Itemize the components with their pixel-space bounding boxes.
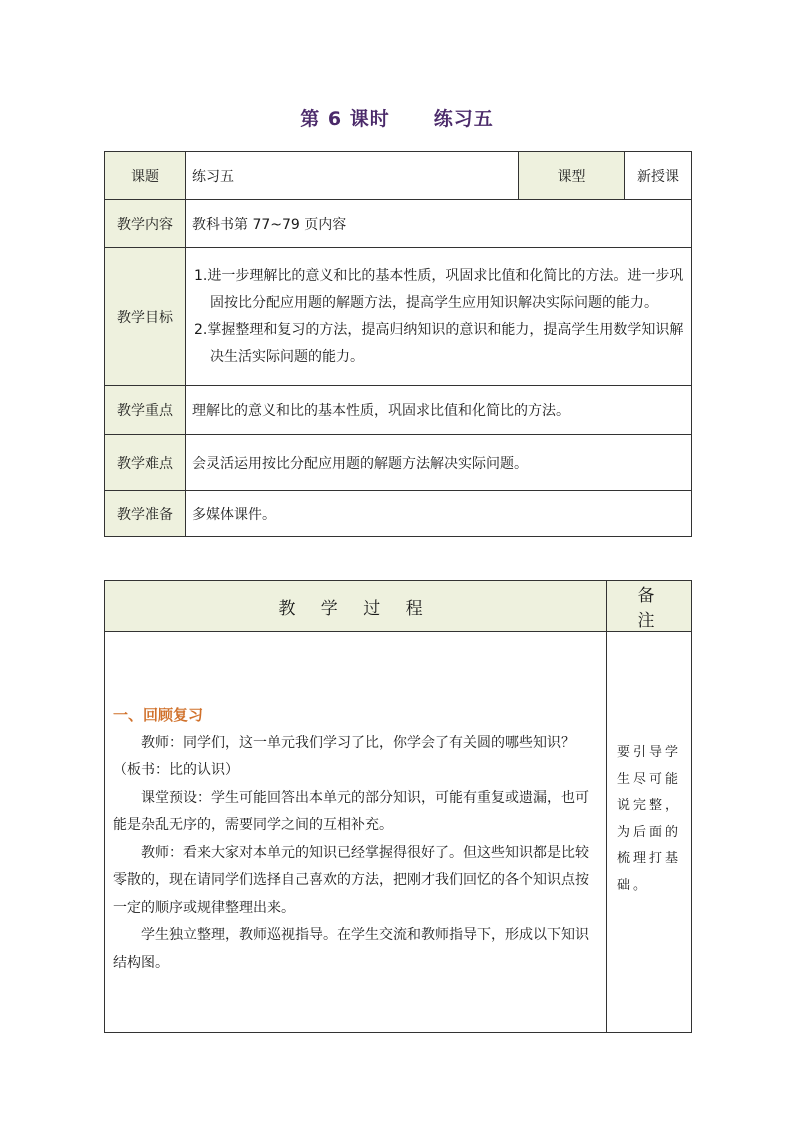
key-value: 理解比的意义和比的基本性质，巩固求比值和化简比的方法。 [186,386,692,435]
paragraph-3: 教师：看来大家对本单元的知识已经掌握得很好了。但这些知识都是比较零散的，现在请同学们选择自己喜欢的方法，把刚才我们回忆的各个知识点按一定的顺序或规律整理出来。 [113,844,589,916]
lesson-name: 练习五 [433,108,494,130]
process-body-row [105,632,692,1033]
type-value: 新授课 [625,152,692,200]
goal-value [186,248,692,386]
content-value: 教科书第 77~79 页内容 [186,200,692,248]
process-header-row [105,581,692,632]
goal-item-1: 1.进一步理解比的意义和比的基本性质，巩固求比值和化简比的方法。进一步巩固按比分配应用题的解题方法，提高学生应用知识解决实际问题的能力。 [194,267,684,311]
page-title [0,104,794,131]
teaching-process-table [104,580,692,1033]
paragraph-4: 学生独立整理，教师巡视指导。在学生交流和教师指导下，形成以下知识结构图。 [113,927,589,971]
prep-value: 多媒体课件。 [186,491,692,537]
type-label: 课型 [519,152,625,200]
content-label: 教学内容 [105,200,186,248]
goal-label: 教学目标 [105,248,186,386]
lesson-info-table [104,151,692,537]
section-title: 一、回顾复习 [113,706,204,724]
notes-content: 要引导学生尽可能说完整，为后面的梳理打基础。 [607,632,692,1033]
prep-label: 教学准备 [105,491,186,537]
difficulty-row [105,435,692,491]
goal-row [105,248,692,386]
difficulty-value: 会灵活运用按比分配应用题的解题方法解决实际问题。 [186,435,692,491]
process-content [105,632,607,1033]
topic-label: 课题 [105,152,186,200]
key-label: 教学重点 [105,386,186,435]
notes-header: 备 注 [607,581,692,632]
paragraph-2: 课堂预设：学生可能回答出本单元的部分知识，可能有重复或遗漏，也可能是杂乱无序的，需要同学之间的互相补充。 [113,789,589,833]
topic-row [105,152,692,200]
topic-value: 练习五 [186,152,519,200]
paragraph-1: 教师：同学们，这一单元我们学习了比，你学会了有关圆的哪些知识？（板书：比的认识） [113,734,575,778]
content-row [105,200,692,248]
process-header: 教 学 过 程 [105,581,607,632]
lesson-number: 第 6 课时 [300,108,390,130]
prep-row [105,491,692,537]
goal-item-2: 2.掌握整理和复习的方法，提高归纳知识的意识和能力，提高学生用数学知识解决生活实际问题的能力。 [194,321,684,365]
difficulty-label: 教学难点 [105,435,186,491]
key-row [105,386,692,435]
